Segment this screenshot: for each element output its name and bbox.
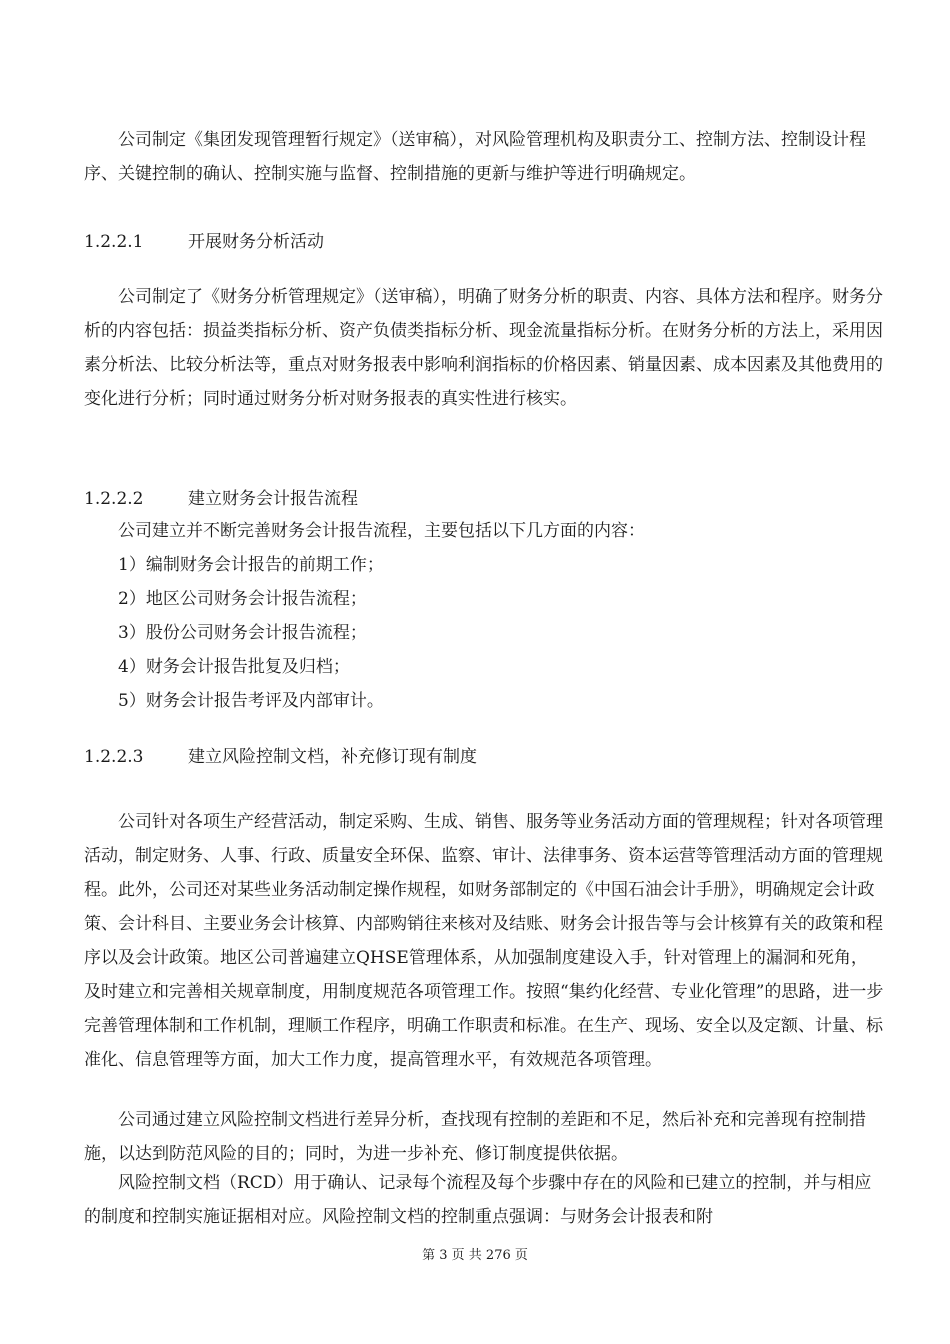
section-heading-2: [84, 482, 884, 516]
section-2-intro: 公司建立并不断完善财务会计报告流程，主要包括以下几方面的内容：: [118, 521, 645, 541]
section-title: 开展财务分析活动: [188, 232, 324, 252]
list-item: 1）编制财务会计报告的前期工作；: [118, 555, 384, 575]
list-item: 5）财务会计报告考评及内部审计。: [118, 691, 384, 711]
section-heading-3: [84, 740, 884, 774]
intro-paragraph: 公司制定《集团发现管理暂行规定》（送审稿），对风险管理机构及职责分工、控制方法、控制设计程序、关键控制的确认、控制实施与监督、控制措施的更新与维护等进行明确规定。: [84, 130, 866, 184]
page-footer: 第 3 页 共 276 页: [422, 1248, 528, 1263]
list-item: 4）财务会计报告批复及归档；: [118, 657, 350, 677]
section-title: 建立风险控制文档，补充修订现有制度: [188, 747, 477, 767]
section-3-paragraph-1: 公司针对各项生产经营活动，制定采购、生成、销售、服务等业务活动方面的管理规程；针对各项管理活动，制定财务、人事、行政、质量安全环保、监察、审计、法律事务、资本运营等管理活动方面的管理规程。此外，公司还对某些业务活动制定操作规程，如财务部制定的《中国石油会计手册》，明确规定会计政策、会计科目、主要业务会计核算、内部购销往来核对及结账、财务会计报告等与会计核算有关的政策和程序以及会计政策。地区公司普遍建立QHSE管理体系，从加强制度建设入手，针对管理上的漏洞和死角，及时建立和完善相关规章制度，用制度规范各项管理工作。按照“集约化经营、专业化管理”的思路，进一步完善管理体制和工作机制，理顺工作程序，明确工作职责和标准。在生产、现场、安全以及定额、计量、标准化、信息管理等方面，加大工作力度，提高管理水平，有效规范各项管理。: [84, 812, 884, 1070]
section-2-list: [84, 548, 918, 718]
section-number: 1.2.2.2: [84, 489, 144, 509]
section-3-paragraph-3: 风险控制文档（RCD）用于确认、记录每个流程及每个步骤中存在的风险和已建立的控制，并与相应的制度和控制实施证据相对应。风险控制文档的控制重点强调：与财务会计报表和附: [84, 1173, 872, 1227]
list-item: 3）股份公司财务会计报告流程；: [118, 623, 367, 643]
section-number: 1.2.2.1: [84, 232, 144, 252]
section-1-paragraph: 公司制定了《财务分析管理规定》（送审稿），明确了财务分析的职责、内容、具体方法和程序。财务分析的内容包括：损益类指标分析、资产负债类指标分析、现金流量指标分析。在财务分析的方法上，采用因素分析法、比较分析法等，重点对财务报表中影响利润指标的价格因素、销量因素、成本因素及其他费用的变化进行分析；同时通过财务分析对财务报表的真实性进行核实。: [84, 287, 883, 409]
section-3-paragraph-2: 公司通过建立风险控制文档进行差异分析，查找现有控制的差距和不足，然后补充和完善现有控制措施，以达到防范风险的目的；同时，为进一步补充、修订制度提供依据。: [84, 1110, 866, 1164]
section-number: 1.2.2.3: [84, 747, 144, 767]
section-heading-1: [84, 225, 884, 259]
list-item: 2）地区公司财务会计报告流程；: [118, 589, 367, 609]
section-title: 建立财务会计报告流程: [188, 489, 358, 509]
